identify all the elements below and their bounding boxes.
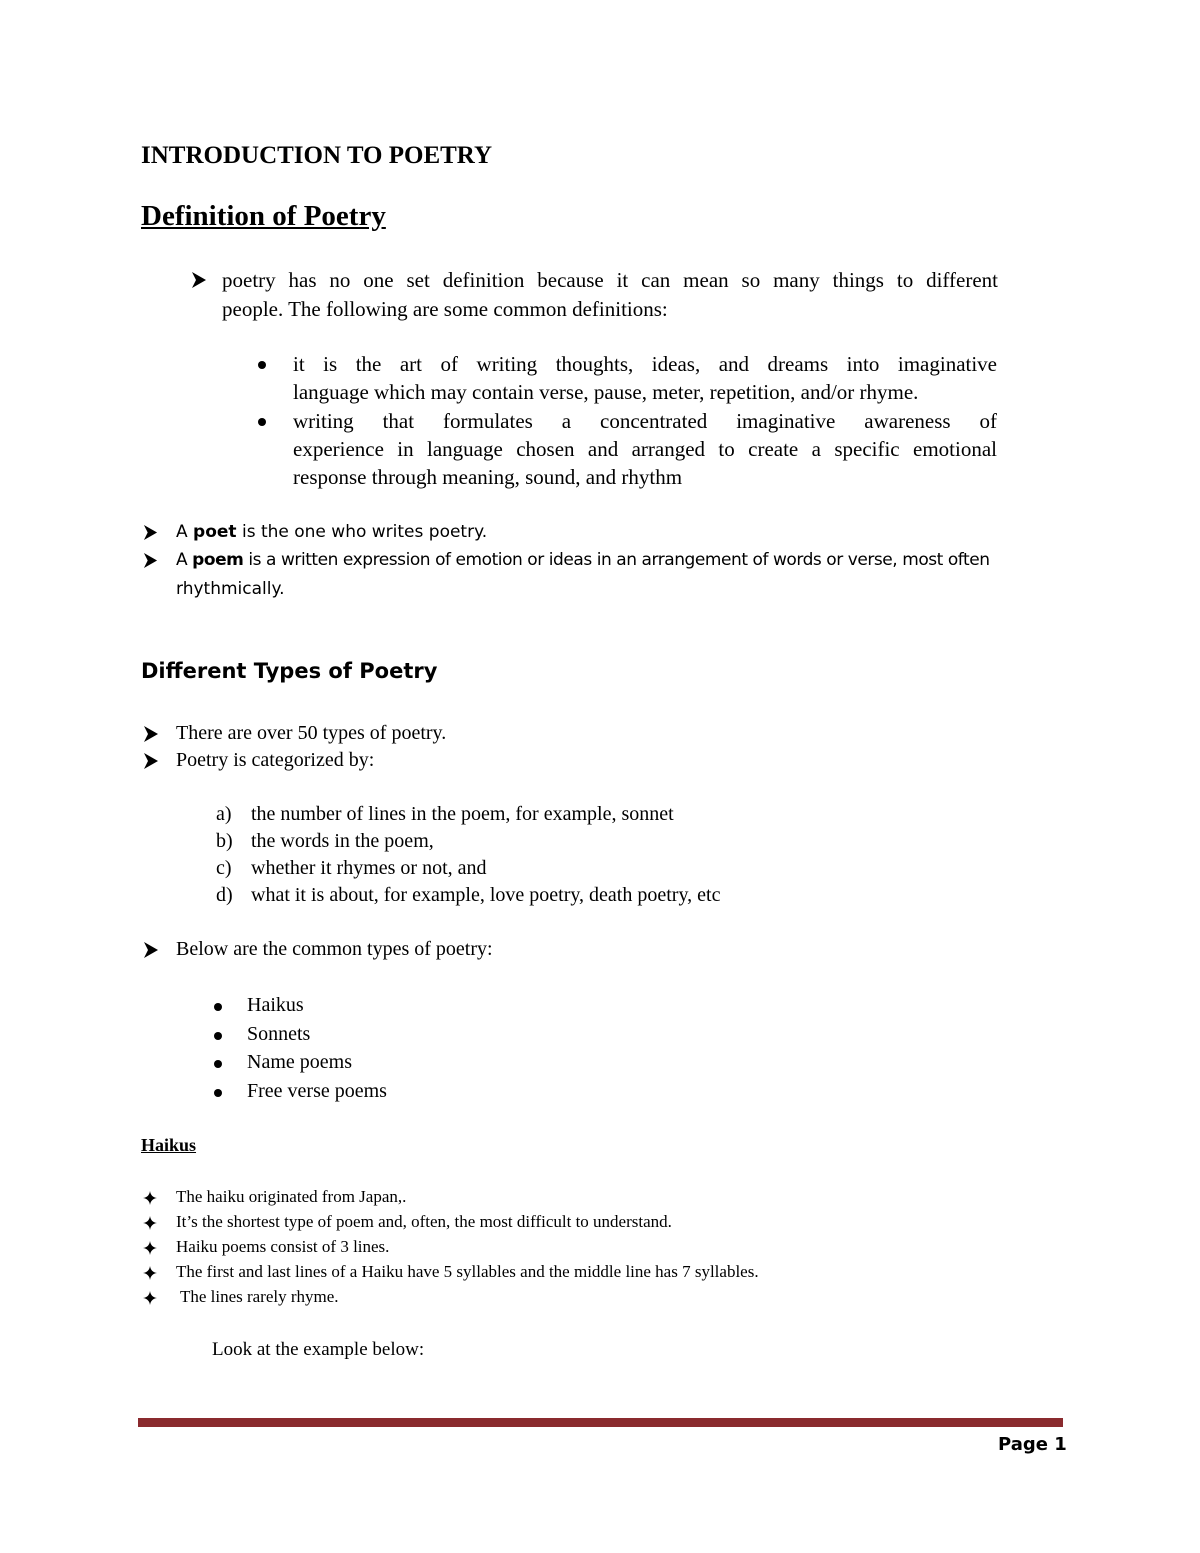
- types-point-1: There are over 50 types of poetry.: [176, 722, 447, 744]
- diamond-bullet-icon: [143, 1241, 157, 1255]
- arrow-bullet-icon: [143, 524, 158, 541]
- document-title: INTRODUCTION TO POETRY: [141, 142, 493, 169]
- diamond-bullet-icon: [143, 1266, 157, 1280]
- criteria-letter: c): [216, 857, 232, 879]
- definition-heading: Definition of Poetry: [141, 200, 386, 232]
- page-number: Page 1: [998, 1434, 1067, 1455]
- types-heading: Different Types of Poetry: [141, 659, 438, 683]
- haiku-fact: The first and last lines of a Haiku have 5 syllables and the middle line has 7 syllables.: [176, 1262, 759, 1281]
- definition-bullet-1-line2: language which may contain verse, pause, meter, repetition, and/or rhyme.: [293, 380, 919, 404]
- criteria-item: the words in the poem,: [251, 830, 434, 852]
- definition-intro-line1: poetry has no one set definition because it can mean so many things to different: [222, 268, 998, 292]
- definition-bullet-1-line1: it is the art of writing thoughts, ideas, and dreams into imaginative: [293, 352, 997, 376]
- bullet-dot-icon: [258, 361, 266, 369]
- poem-definition: A poem is a written expression of emotion or ideas in an arrangement of words or verse, most often: [176, 550, 990, 570]
- common-type-item: Sonnets: [247, 1023, 311, 1045]
- bullet-dot-icon: [214, 1032, 222, 1040]
- diamond-bullet-icon: [143, 1191, 157, 1205]
- bullet-dot-icon: [214, 1089, 222, 1097]
- haikus-heading: Haikus: [141, 1135, 197, 1155]
- example-intro: Look at the example below:: [212, 1339, 425, 1360]
- bullet-dot-icon: [214, 1003, 222, 1011]
- poet-term: poet: [193, 522, 237, 542]
- criteria-item: what it is about, for example, love poetry, death poetry, etc: [251, 884, 721, 906]
- poem-definition-line2: rhythmically.: [176, 579, 285, 599]
- definition-bullet-2-line2: experience in language chosen and arranged to create a specific emotional: [293, 437, 997, 461]
- criteria-item: whether it rhymes or not, and: [251, 857, 487, 879]
- definition-bullet-2-line3: response through meaning, sound, and rhythm: [293, 465, 683, 489]
- haiku-fact: The lines rarely rhyme.: [176, 1287, 339, 1306]
- arrow-bullet-icon: [143, 725, 159, 743]
- common-types-intro: Below are the common types of poetry:: [176, 938, 493, 960]
- bullet-dot-icon: [258, 418, 266, 426]
- diamond-bullet-icon: [143, 1291, 157, 1305]
- arrow-bullet-icon: [191, 271, 207, 289]
- definition-intro-line2: people. The following are some common definitions:: [222, 297, 668, 321]
- haiku-fact: The haiku originated from Japan,.: [176, 1187, 407, 1206]
- common-type-item: Free verse poems: [247, 1080, 387, 1102]
- arrow-bullet-icon: [143, 752, 159, 770]
- haiku-fact: It’s the shortest type of poem and, often, the most difficult to understand.: [176, 1212, 672, 1231]
- arrow-bullet-icon: [143, 941, 159, 959]
- common-type-item: Name poems: [247, 1051, 352, 1073]
- definition-bullet-2-line1: writing that formulates a concentrated imaginative awareness of: [293, 409, 997, 433]
- criteria-letter: b): [216, 830, 233, 852]
- bullet-dot-icon: [214, 1060, 222, 1068]
- criteria-item: the number of lines in the poem, for example, sonnet: [251, 803, 674, 825]
- arrow-bullet-icon: [143, 552, 158, 569]
- types-point-2: Poetry is categorized by:: [176, 749, 375, 771]
- poem-term: poem: [192, 550, 244, 570]
- footer-rule: [138, 1418, 1063, 1427]
- poet-definition: A poet is the one who writes poetry.: [176, 522, 488, 542]
- criteria-letter: d): [216, 884, 233, 906]
- diamond-bullet-icon: [143, 1216, 157, 1230]
- common-type-item: Haikus: [247, 994, 304, 1016]
- criteria-letter: a): [216, 803, 232, 825]
- haiku-fact: Haiku poems consist of 3 lines.: [176, 1237, 390, 1256]
